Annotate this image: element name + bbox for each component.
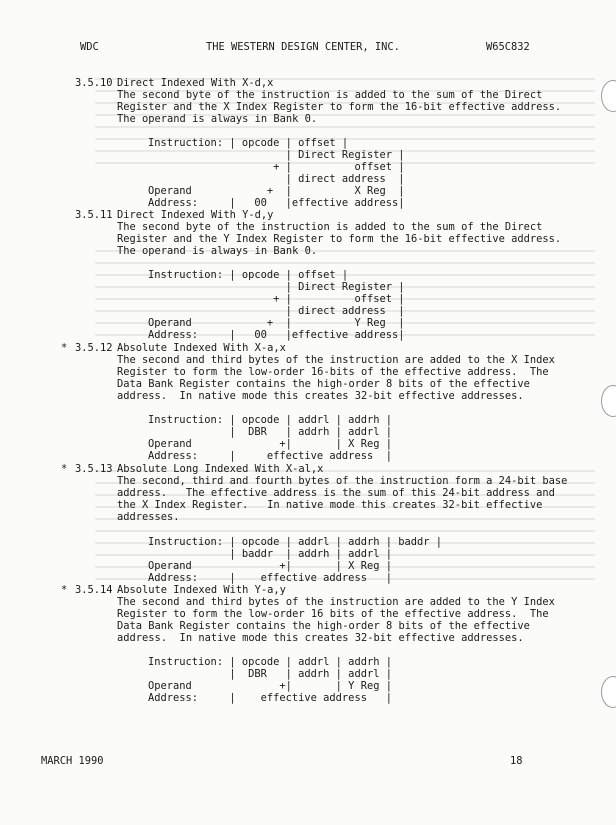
diagram-line: | DBR | addrh | addrl | [148, 426, 392, 438]
section-title: Absolute Indexed With X-a,x [117, 342, 286, 354]
section-number: 3.5.14 [75, 584, 113, 596]
native-mode-marker: * [61, 463, 68, 475]
diagram-line: Instruction: | opcode | offset | [148, 137, 349, 149]
body-line: The second byte of the instruction is added to the sum of the Direct [117, 89, 543, 101]
diagram-line: Address: | 00 |effective address| [148, 329, 405, 341]
diagram-line: | baddr | addrh | addrl | [148, 548, 392, 560]
header-left: WDC [80, 41, 99, 53]
diagram-line: Address: | 00 |effective address| [148, 197, 405, 209]
header-center: THE WESTERN DESIGN CENTER, INC. [206, 41, 400, 53]
binder-hole-top [601, 80, 616, 112]
diagram-line: Operand +| | X Reg | [148, 438, 392, 450]
section-title: Direct Indexed With X-d,x [117, 77, 274, 89]
header-right: W65C832 [486, 41, 530, 53]
body-line: address. In native mode this creates 32-bit effective addresses. [117, 390, 524, 402]
diagram-line: Instruction: | opcode | offset | [148, 269, 349, 281]
section-number: 3.5.10 [75, 77, 113, 89]
diagram-line: Instruction: | opcode | addrl | addrh | [148, 656, 392, 668]
diagram-line: + | offset | [148, 293, 405, 305]
diagram-line: Operand +| | X Reg | [148, 560, 392, 572]
section-title: Direct Indexed With Y-d,y [117, 209, 274, 221]
page-number: 18 [510, 755, 523, 767]
diagram-line: Address: | effective address | [148, 692, 392, 704]
body-line: Register to form the low-order 16 bits of the effective address. The [117, 608, 549, 620]
diagram-line: | Direct Register | [148, 149, 405, 161]
body-line: the X Index Register. In native mode this creates 32-bit effective [117, 499, 543, 511]
body-line: address. In native mode this creates 32-bit effective addresses. [117, 632, 524, 644]
diagram-line: Address: | effective address | [148, 450, 392, 462]
diagram-line: Operand + | Y Reg | [148, 317, 405, 329]
binder-hole-middle [601, 385, 616, 417]
section-number: 3.5.11 [75, 209, 113, 221]
section-number: 3.5.12 [75, 342, 113, 354]
diagram-line: | DBR | addrh | addrl | [148, 668, 392, 680]
native-mode-marker: * [61, 584, 68, 596]
native-mode-marker: * [61, 342, 68, 354]
diagram-line: | Direct Register | [148, 281, 405, 293]
body-line: The second, third and fourth bytes of the instruction form a 24-bit base [117, 475, 568, 487]
diagram-line: + | offset | [148, 161, 405, 173]
body-line: Register and the Y Index Register to form the 16-bit effective address. [117, 233, 562, 245]
body-line: Register and the X Index Register to form the 16-bit effective address. [117, 101, 562, 113]
binder-hole-bottom [601, 676, 616, 708]
body-line: Data Bank Register contains the high-order 8 bits of the effective [117, 378, 530, 390]
section-title: Absolute Indexed With Y-a,y [117, 584, 286, 596]
diagram-line: Instruction: | opcode | addrl | addrh | baddr | [148, 536, 443, 548]
body-line: Register to form the low-order 16-bits of the effective address. The [117, 366, 549, 378]
body-line: The second and third bytes of the instruction are added to the X Index [117, 354, 555, 366]
diagram-line: Operand + | X Reg | [148, 185, 405, 197]
body-line: address. The effective address is the sum of this 24-bit address and [117, 487, 555, 499]
section-number: 3.5.13 [75, 463, 113, 475]
body-line: The operand is always in Bank 0. [117, 113, 318, 125]
body-line: addresses. [117, 511, 180, 523]
body-line: The second and third bytes of the instruction are added to the Y Index [117, 596, 555, 608]
body-line: The second byte of the instruction is added to the sum of the Direct [117, 221, 543, 233]
diagram-line: Address: | effective address | [148, 572, 392, 584]
diagram-line: | direct address | [148, 173, 405, 185]
diagram-line: Operand +| | Y Reg | [148, 680, 392, 692]
body-line: The operand is always in Bank 0. [117, 245, 318, 257]
footer-date: MARCH 1990 [41, 755, 104, 767]
section-title: Absolute Long Indexed With X-al,x [117, 463, 324, 475]
body-line: Data Bank Register contains the high-order 8 bits of the effective [117, 620, 530, 632]
diagram-line: Instruction: | opcode | addrl | addrh | [148, 414, 392, 426]
diagram-line: | direct address | [148, 305, 405, 317]
